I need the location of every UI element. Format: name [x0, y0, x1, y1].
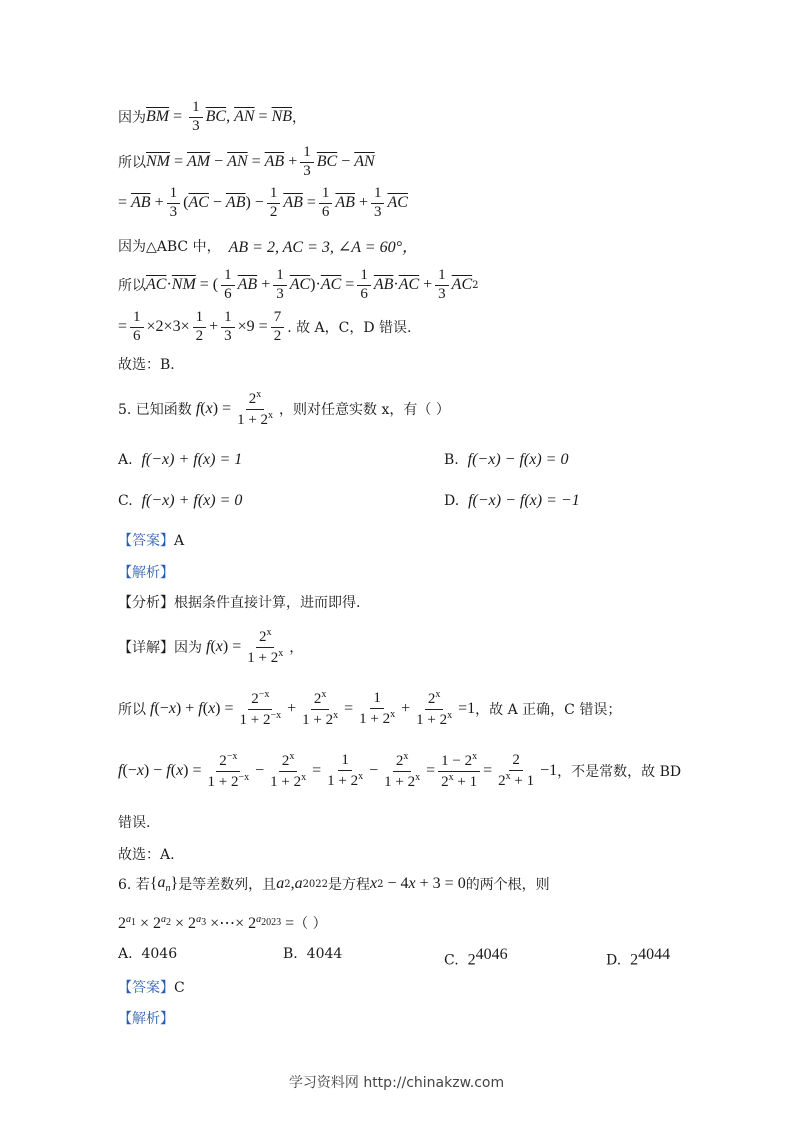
prev-line-5: 所以 $\overline{AC}$ · $\overline{NM}$ = ( $\frac{1}{6}$ $\overline{AB}$ + $\frac{1}{3}$ $\overline{AC}$ )· $\overline{AC}$ = $\frac{1}{6}$ $\overline{AB}$ · $\overline{AC}$ + $\frac{1}{3}$ $\overline{AC}$ 2	[118, 267, 479, 302]
q5-detail: 【详解】 因为 f ( x ) = $\frac{2^x}{1 + 2^x}$ ，	[118, 627, 304, 666]
q5-analysis-tag: 【解析】	[118, 565, 174, 581]
q6-option-a[interactable]: A. 4046	[118, 946, 178, 962]
q6-option-c[interactable]: C. $2^{4046}$	[444, 946, 508, 969]
q5-sum-line: 所以 f (− x ) + f ( x ) = $\frac{2^{-x}}{1 + 2^{-x}}$ + $\frac{2^x}{1 + 2^x}$ = $\frac{1}{1 + 2^x}$ + $\frac{2^x}{1 + 2^x}$ =1 ，故 A 正确，C 错误；	[118, 689, 622, 728]
fraction: $\frac{1}{3}$	[189, 100, 203, 135]
text: 因为	[118, 110, 146, 127]
prev-line-6: = $\frac{1}{6}$ ×2×3× $\frac{1}{2}$ + $\frac{1}{3}$ ×9 = $\frac{7}{2}$ . 故 A，C，D 错误.	[118, 309, 412, 344]
q5-fenxi: 【分析】根据条件直接计算，进而即得.	[118, 595, 361, 611]
prev-line-2: 所以 $\overline{NM}$ = $\overline{AM}$ − $\overline{AN}$ = $\overline{AB}$ + $\frac{1}{3}$ $\overline{BC}$ − $\overline{AN}$	[118, 144, 375, 179]
prev-choose: 故选：B.	[118, 357, 175, 373]
q5-option-d[interactable]: D. f(−x) − f(x) = −1	[444, 492, 580, 509]
q5-answer: 【答案】A	[118, 533, 185, 549]
q5-choose: 故选：A.	[118, 847, 175, 863]
q6-answer: 【答案】C	[118, 980, 185, 996]
prev-line-4: 因为 △ABC 中， AB = 2, AC = 3, ∠A = 60°，	[118, 238, 418, 256]
q5-option-a[interactable]: A. f(−x) + f(x) = 1	[118, 451, 243, 468]
page-footer: 学习资料网 http://chinakzw.com	[288, 1075, 505, 1091]
prev-line-3: = $\overline{AB}$ + $\frac{1}{3}$ ( $\overline{AC}$ − $\overline{AB}$ ) − $\frac{1}{2}$ $\overline{AB}$ = $\frac{1}{6}$ $\overline{AB}$ + $\frac{1}{3}$ $\overline{AC}$	[118, 185, 408, 220]
q6-option-d[interactable]: D. $2^{4044}$	[606, 946, 671, 969]
prev-line-1: 因为 $\overline{BM}$ = $\frac{1}{3}$ $\overline{BC}$ , $\overline{AN}$ = $\overline{NB}$ ，	[118, 99, 307, 134]
q6-stem-line2: $2^{a_1} \times 2^{a_2} \times 2^{a_3}$ ×⋯× $2^{a_{2023}}$ = （ ）	[118, 913, 327, 932]
q6-stem: 6. 若 { $a_n$ } 是等差数列，且 a 2 , a 2022 是方程 x 2 − 4 x + 3 = 0 的两个根，则	[118, 874, 550, 895]
q5-option-b[interactable]: B. f(−x) − f(x) = 0	[444, 451, 569, 468]
q5-stem: 5. 已知函数 f ( x ) = $\frac{2^x}{1 + 2^x}$ ，则对任意实数 x，有（ ）	[118, 389, 450, 428]
q5-option-c[interactable]: C. f(−x) + f(x) = 0	[118, 492, 243, 509]
q6-analysis-tag: 【解析】	[118, 1011, 174, 1027]
q6-option-b[interactable]: B. 4044	[283, 946, 343, 962]
q5-diff-tail: 错误.	[118, 815, 151, 831]
q5-diff-line: f (− x ) − f ( x ) = $\frac{2^{-x}}{1 + 2^{-x}}$ − $\frac{2^x}{1 + 2^x}$ = $\frac{1}{1 + 2^x}$ − $\frac{2^x}{1 + 2^x}$ = $\frac{1 - 2^x}{2^x + 1}$ = $\frac{2}{2^x + 1}$ −1 ，不是常数，故 BD	[118, 751, 682, 790]
